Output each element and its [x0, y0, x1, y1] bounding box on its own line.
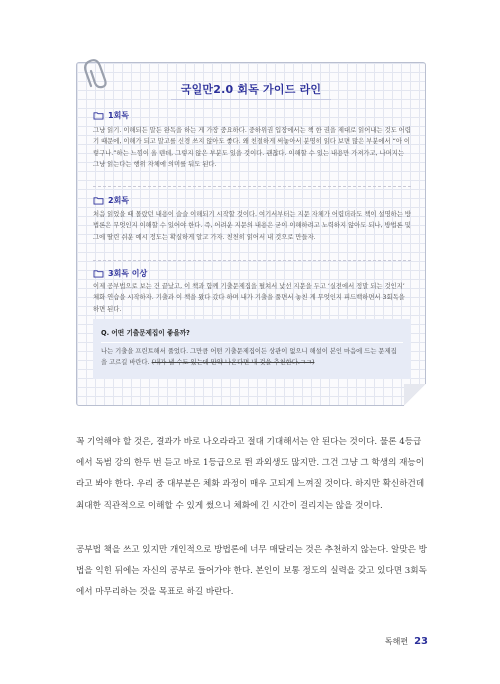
folder-icon	[93, 196, 104, 205]
paperclip-icon	[82, 56, 114, 90]
qa-divider	[101, 342, 403, 343]
page-curl	[404, 384, 426, 406]
folder-icon	[93, 269, 104, 278]
section-text-1: 그냥 읽기. 이해되든 말든 완독을 하는 게 가장 중요하다. 중하위권 입장에서는 책 한 권을 제대로 읽어내는 것도 어렵기 때문에, 이해가 되고 말고를 신경 쓰지 않아도 좋다. 왜 친절하게 써놓아서 분명히 읽다 보면 많은 부분에서 “아 이렇구나.”하는 느낌이 올 텐데, 그렇지 않은 부분도 있을 것이다. 괜찮다. 이해할 수 있는 내용만 가져가고, 나머지는 그냥 읽는다는 행위 자체에 의미를 둬도 된다.	[93, 127, 411, 168]
folder-icon	[93, 111, 104, 120]
section-text-2: 처음 읽었을 때 몰랐던 내용이 슬슬 이해되기 시작할 것이다. 여기서부터는 지문 자체가 어렵더라도 책이 설명하는 방법론은 무엇인지 이해할 수 있어야 한다. 즉, 어려운 지문의 내용은 굳이 이해하려고 노력하지 않아도 되나, 방법론 및 그에 딸린 쉬운 예시 정도는 확실하게 알고 가자. 친천히 읽어서 내 것으로 만들자.	[93, 211, 411, 241]
body-paragraph-2: 공부법 책을 쓰고 있지만 개인적으로 방법론에 너무 매달리는 것은 추천하지 않는다. 알맞은 방법을 익힌 뒤에는 자신의 공부로 들어가야 한다. 본인이 보통 정도의 실력을 갖고 있다면 3회독에서 마무리하는 것을 목표로 하길 바란다.	[76, 545, 427, 598]
page-footer	[385, 636, 428, 647]
guide-title: 국일만2.0 회독 가이드 라인	[180, 83, 322, 96]
page-number: 23	[414, 636, 428, 647]
section-heading-1	[93, 110, 129, 121]
guide-card	[76, 62, 426, 406]
section-heading-label: 1회독	[108, 111, 130, 120]
section-divider	[93, 186, 411, 187]
qa-question: Q. 어떤 기출문제집이 좋을까?	[101, 329, 190, 337]
qa-answer-strikethrough: (내가 낼 수도 있는데 만약 나온다면 내 것을 추천한다.ㅋㅋ)	[151, 359, 315, 366]
section-heading-label: 3회독 이상	[108, 269, 148, 278]
section-divider	[93, 260, 411, 261]
title-divider	[171, 99, 331, 100]
section-heading-label: 2회독	[108, 196, 130, 205]
body-paragraph-1: 꼭 기억해야 할 것은, 결과가 바로 나오라라고 절대 기대해서는 안 된다는 것이다. 물론 4등급에서 독범 강의 한두 번 듣고 바로 1등급으로 뛴 과외생도 많지만. 그건 그냥 그 학생의 재능이라고 봐야 한다. 우리 중 대부분은 체화 과정이 매우 고되게 느껴질 것이다. 하지만 확신하건데 최대한 직관적으로 이해할 수 있게 썼으니 체화에 긴 시간이 걸리지는 않을 것이다.	[76, 437, 425, 511]
section-heading-3	[93, 268, 147, 279]
qa-answer-text: 나는 기출을 프린트해서 풀었다. 그만큼 어떤 기출문제집이든 상관이 없으니 해설이 본인 마음에 드는 문제집을 고르길 바란다.	[101, 348, 397, 366]
qa-box	[93, 319, 411, 379]
section-text-3: 이제 공부법으로 보는 건 끝났고, 이 책과 함께 기출문제집을 펼쳐서 낯선 지문을 두고 ‘실전에서 정말 되는 것인지’ 체화 연습을 시작하자. 기출과 이 책을 왔다 갔다 하며 내가 기출을 풀면서 놓친 게 무엇인지 피드백하면서 3회독을 하면 된다.	[93, 283, 405, 313]
section-heading-2	[93, 195, 129, 206]
footer-label: 독해편	[384, 637, 409, 646]
qa-answer	[101, 346, 401, 368]
